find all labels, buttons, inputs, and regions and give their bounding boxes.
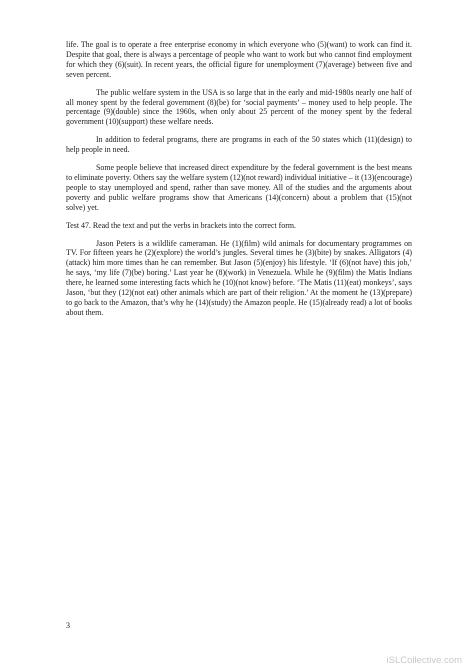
- paragraph-1: life. The goal is to operate a free enterprise economy in which everyone who (5)(want) to work can find it. Despite that goal, there is always a percentage of people who want to work but who cannot find employment for which they (6)(suit). In recent years, the official figure for unemployment (7)(average) between five and seven percent.: [66, 40, 412, 79]
- paragraph-5: Jason Peters is a wildlife cameraman. He (1)(film) wild animals for documentary programmes on TV. For fifteen years he (2)(explore) the world’s jungles. Several times he (3)(bite) by snakes. Alligators (4)(attack) him more times than he can remember. But Jason (5)(enjoy) his lifestyle. ‘If (6)(not have) this job,’ he says, ‘my life (7)(be) boring.’ Last year he (8)(work) in Venezuela. While he (9)(film) the Matis Indians there, he learned some interesting facts which he (10)(not know) before. ‘The Matis (11)(eat) monkeys’, says Jason, ‘but they (12)(not eat) other animals which are part of their religion.’ At the moment he (13)(prepare) to go back to the Amazon, that’s why he (14)(study) the Amazon people. He (15)(already read) a lot of books about them.: [66, 238, 412, 317]
- page-number: 3: [66, 621, 70, 630]
- document-body: [66, 40, 412, 326]
- paragraph-3: In addition to federal programs, there are programs in each of the 50 states which (11)(design) to help people in need.: [66, 135, 412, 155]
- test-instruction: Test 47. Read the text and put the verbs in brackets into the correct form.: [66, 220, 296, 230]
- watermark: iSLCollective.com: [386, 655, 462, 666]
- paragraph-2: The public welfare system in the USA is so large that in the early and mid-1980s nearly one half of all money spent by the federal government (8)(be) for ‘social payments’ – money used to help people. The percentage (9)(double) since the 1960s, when only about 25 percent of the money spent by the federal government (10)(support) these welfare needs.: [66, 87, 412, 127]
- paragraph-4: Some people believe that increased direct expenditure by the federal government is the best means to eliminate poverty. Others say the welfare system (12)(not reward) individual initiative – it (13)(encourage) people to stay unemployed and spend, rather than save money. All of the studies and the arguments about poverty and public welfare programs show that Americans (14)(concern) about a problem that (15)(not solve) yet.: [66, 163, 412, 212]
